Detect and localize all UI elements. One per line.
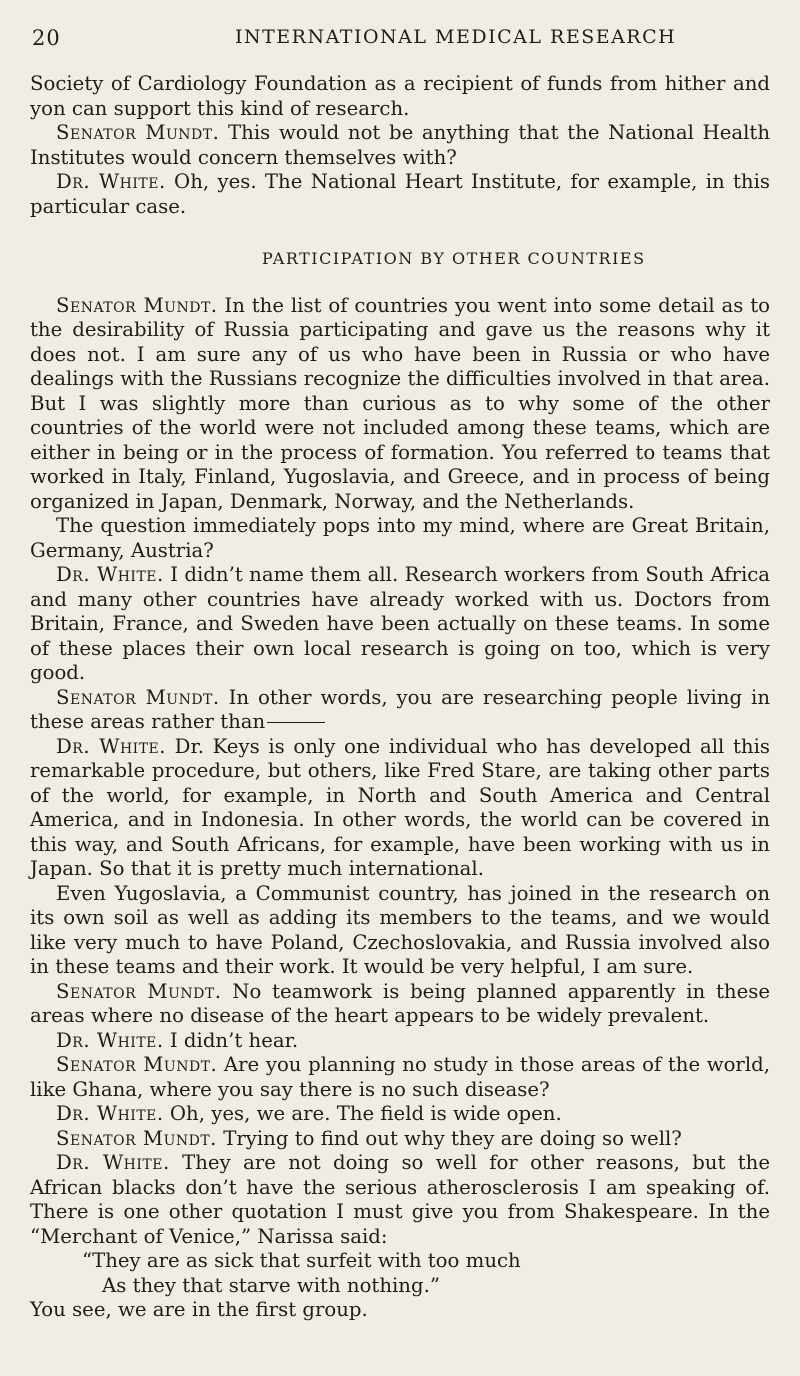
speaker-name: Dr. White. xyxy=(56,563,164,586)
speaker-name: Dr. White. xyxy=(56,1102,164,1125)
paragraph-text: I didn’t name them all. Research workers from South Africa and many other countries have already worked with us. Doctors from Britain, France, and Sweden have been actually on these teams. In some of these places their own local research is going on too, which is very good. xyxy=(30,563,771,684)
speaker-name: Senator Mundt. xyxy=(56,979,222,1003)
body-text xyxy=(30,72,770,1323)
paragraph-text: This would not be anything that the National Health Institutes would concern themselves with? xyxy=(30,121,771,169)
paragraph-text: The question immediately pops into my mind, where are Great Britain, Germany, Austria? xyxy=(30,514,770,562)
block-quote xyxy=(30,1249,770,1298)
speaker-name: Dr. White. xyxy=(56,1151,170,1174)
paragraph-text: I didn’t hear. xyxy=(163,1028,299,1052)
speaker-name: Senator Mundt. xyxy=(56,685,220,709)
paragraph-text: Society of Cardiology Foundation as a recipient of funds from hither and yon can support this kind of research. xyxy=(30,72,770,120)
paragraph-text: Are you planning no study in those areas of the world, like Ghana, where you say there is no such disease? xyxy=(30,1053,770,1101)
paragraph xyxy=(30,1298,770,1323)
paragraph xyxy=(30,882,770,980)
paragraph xyxy=(30,1029,770,1054)
paragraph xyxy=(30,1127,770,1152)
paragraph xyxy=(30,1102,770,1127)
speaker-name: Dr. White. xyxy=(56,734,167,758)
paragraph-text: You see, we are in the first group. xyxy=(30,1298,368,1321)
paragraph xyxy=(30,294,770,515)
speaker-name: Dr. White. xyxy=(56,170,166,193)
page-number: 20 xyxy=(32,26,61,50)
running-title: INTERNATIONAL MEDICAL RESEARCH xyxy=(235,26,677,48)
speaker-name: Senator Mundt. xyxy=(56,1053,218,1076)
speaker-name: Dr. White. xyxy=(56,1028,164,1052)
running-head xyxy=(30,20,770,72)
speaker-name: Senator Mundt. xyxy=(56,1126,217,1150)
paragraph xyxy=(30,735,770,882)
quote-line: “They are as sick that surfeit with too much xyxy=(82,1249,521,1272)
paragraph xyxy=(30,980,770,1029)
paragraph-text: They are not doing so well for other reasons, but the African blacks don’t have the serious atherosclerosis I am speaking of. There is one other quotation I must give you from Shakespeare. In the “Merchant of Venice,” Narissa said: xyxy=(30,1151,770,1248)
speaker-name: Senator Mundt. xyxy=(56,121,220,144)
paragraph xyxy=(30,170,770,219)
paragraph-text: In other words, you are researching people living in these areas rather than xyxy=(30,685,770,733)
quote-line: As they that starve with nothing.” xyxy=(102,1273,440,1297)
paragraph xyxy=(30,563,770,686)
paragraph-text: Oh, yes. The National Heart Institute, for example, in this particular case. xyxy=(30,170,770,218)
paragraph-text: In the list of countries you went into some detail as to the desirability of Russia participating and gave us the reasons why it does not. I am sure any of us who have been in Russia or who have dealings with the Russians recognize the difficulties involved in that area. But I was slightly more than curious as to why some of the other countries of the world were not included among these teams, which are either in being or in the process of formation. You referred to teams that worked in Italy, Finland, Yugoslavia, and Greece, and in process of being organized in Japan, Denmark, Norway, and the Netherlands. xyxy=(30,293,770,513)
paragraph-text: Oh, yes, we are. The field is wide open. xyxy=(163,1102,562,1125)
interruption-dash xyxy=(267,722,325,723)
speaker-name: Senator Mundt. xyxy=(56,293,218,317)
paragraph xyxy=(30,686,770,735)
section-heading: PARTICIPATION BY OTHER COUNTRIES xyxy=(262,249,646,268)
paragraph-text: No teamwork is being planned apparently in these areas where no disease of the heart appears to be widely prevalent. xyxy=(30,979,770,1027)
paragraph xyxy=(30,514,770,563)
paragraph-text: Even Yugoslavia, a Communist country, has joined in the research on its own soil as well as adding its members to the teams, and we would like very much to have Poland, Czechoslovakia, and Russia involved also in these teams and their work. It would be very helpful, I am sure. xyxy=(30,881,770,978)
paragraph xyxy=(30,1053,770,1102)
paragraph-text: Dr. Keys is only one individual who has developed all this remarkable procedure, but others, like Fred Stare, are taking other parts of the world, for example, in North and South America and Central America, and in Indonesia. In other words, the world can be covered in this way, and South Africans, for example, have been working with us in Japan. So that it is pretty much international. xyxy=(30,734,770,880)
paragraph xyxy=(30,72,770,121)
paragraph-text: Trying to find out why they are doing so well? xyxy=(216,1126,682,1150)
paragraph xyxy=(30,121,770,170)
paragraph xyxy=(30,1151,770,1249)
